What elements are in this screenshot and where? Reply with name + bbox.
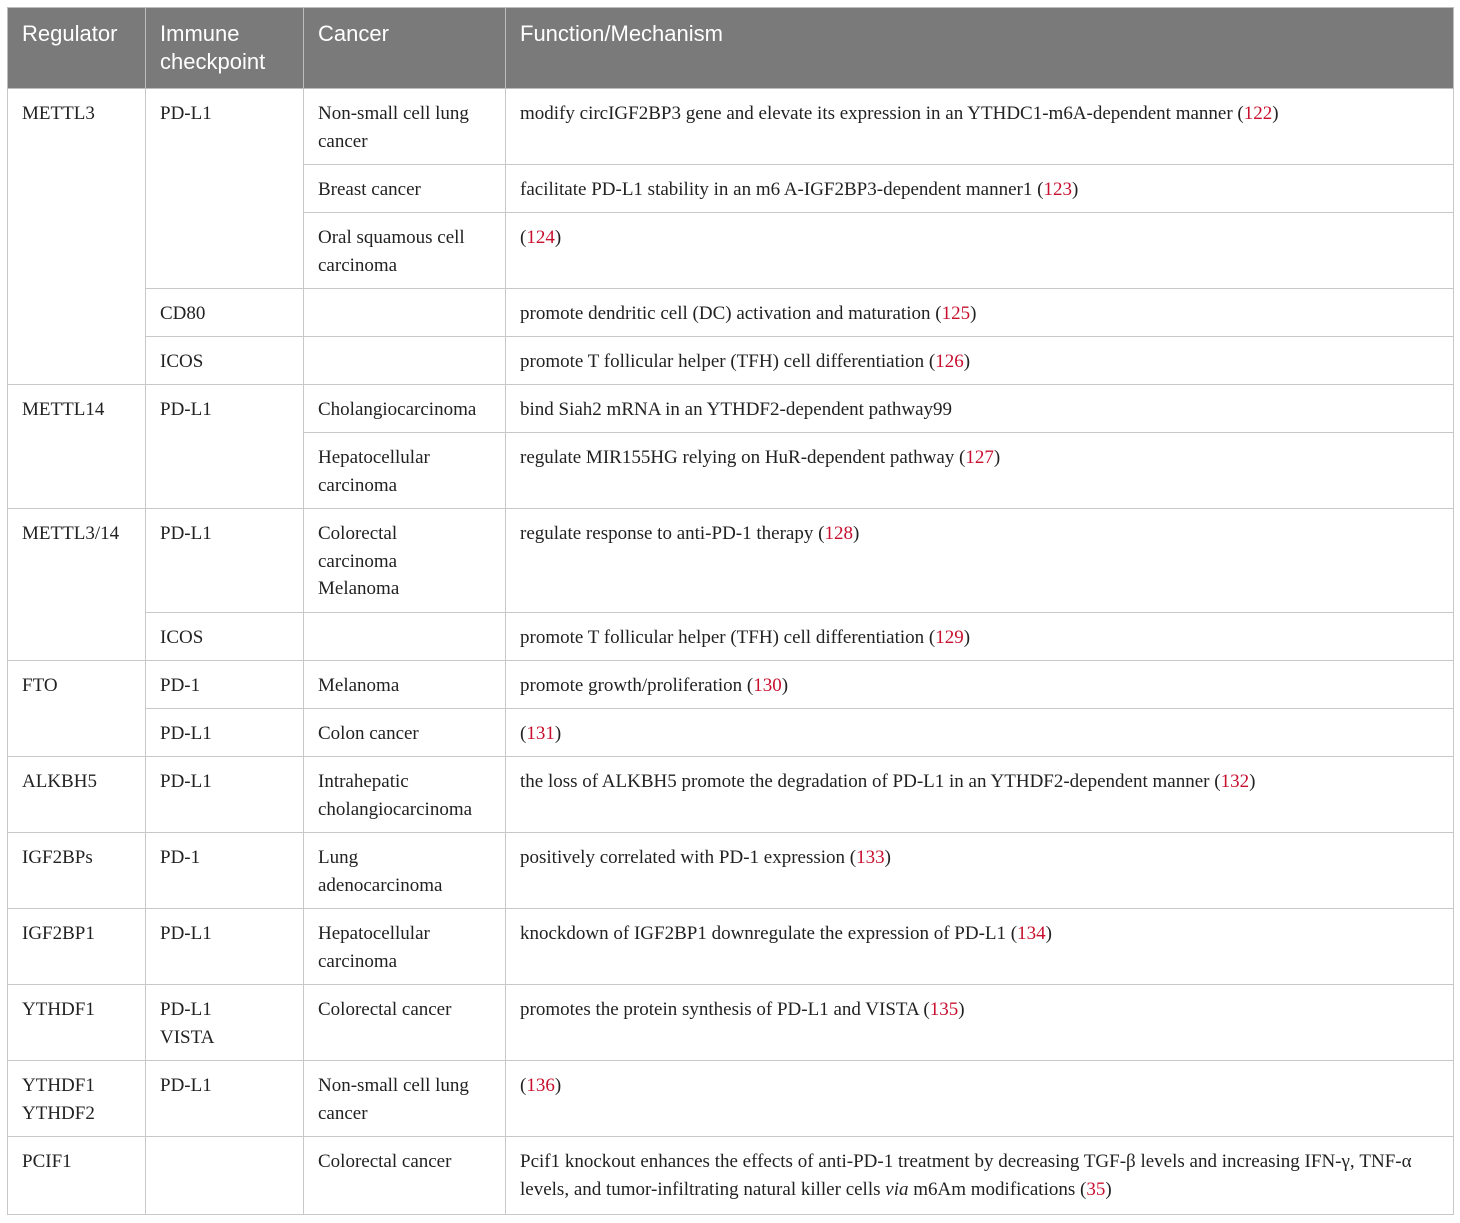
citation-link[interactable]: 136 [526, 1075, 555, 1096]
function-cell: facilitate PD-L1 stability in an m6 A-IGF2BP3-dependent manner1 (123) [506, 165, 1454, 213]
table-row [8, 289, 1454, 337]
checkpoint-cell: CD80 [146, 289, 304, 337]
table-row [8, 89, 1454, 165]
cancer-cell: Melanoma [304, 661, 506, 709]
function-cell: regulate response to anti-PD-1 therapy (128) [506, 509, 1454, 613]
function-cell: bind Siah2 mRNA in an YTHDF2-dependent pathway99 [506, 385, 1454, 433]
checkpoint-cell: PD-L1 [146, 757, 304, 833]
function-cell: promote dendritic cell (DC) activation and maturation (125) [506, 289, 1454, 337]
cancer-cell [304, 337, 506, 385]
cancer-cell: Non-small cell lung cancer [304, 89, 506, 165]
checkpoint-cell: PD-1 [146, 833, 304, 909]
cancer-cell: Hepatocellular carcinoma [304, 909, 506, 985]
cancer-cell: Oral squamous cell carcinoma [304, 213, 506, 289]
header-row [8, 8, 1454, 89]
header-function-mechanism: Function/Mechanism [506, 8, 1454, 89]
regulator-cell: METTL14 [8, 385, 146, 509]
citation-link[interactable]: 123 [1043, 179, 1072, 200]
citation-link[interactable]: 122 [1243, 103, 1273, 124]
regulator-cell: YTHDF1 YTHDF2 [8, 1061, 146, 1137]
regulator-table [7, 7, 1454, 1215]
function-cell: (136) [506, 1061, 1454, 1137]
cancer-cell: Lung adenocarcinoma [304, 833, 506, 909]
regulator-cell: IGF2BPs [8, 833, 146, 909]
table-row [8, 709, 1454, 757]
checkpoint-cell: PD-L1 [146, 909, 304, 985]
function-cell: promote T follicular helper (TFH) cell differentiation (129) [506, 613, 1454, 661]
function-cell: modify circIGF2BP3 gene and elevate its expression in an YTHDC1-m6A-dependent manner (122) [506, 89, 1454, 165]
checkpoint-cell: ICOS [146, 613, 304, 661]
regulator-cell: PCIF1 [8, 1137, 146, 1215]
citation-link[interactable]: 131 [526, 723, 555, 744]
table-row [8, 337, 1454, 385]
cancer-cell: Non-small cell lung cancer [304, 1061, 506, 1137]
header-cancer: Cancer [304, 8, 506, 89]
table-row [8, 661, 1454, 709]
function-cell: positively correlated with PD-1 expression (133) [506, 833, 1454, 909]
citation-link[interactable]: 35 [1086, 1178, 1106, 1200]
citation-link[interactable]: 135 [929, 999, 959, 1020]
function-cell: (124) [506, 213, 1454, 289]
checkpoint-cell [146, 1137, 304, 1215]
function-cell: promote growth/proliferation (130) [506, 661, 1454, 709]
table-row [8, 757, 1454, 833]
table-row [8, 909, 1454, 985]
header-immune-checkpoint: Immune checkpoint [146, 8, 304, 89]
citation-link[interactable]: 134 [1017, 923, 1046, 944]
table-row [8, 985, 1454, 1061]
function-cell: regulate MIR155HG relying on HuR-dependent pathway (127) [506, 433, 1454, 509]
table-row [8, 1137, 1454, 1215]
function-cell: promotes the protein synthesis of PD-L1 and VISTA (135) [506, 985, 1454, 1061]
cancer-cell: Cholangiocarcinoma [304, 385, 506, 433]
regulator-cell: YTHDF1 [8, 985, 146, 1061]
cancer-cell: Colon cancer [304, 709, 506, 757]
citation-link[interactable]: 130 [753, 675, 782, 696]
cancer-cell: Colorectal cancer [304, 985, 506, 1061]
regulator-cell: FTO [8, 661, 146, 757]
citation-link[interactable]: 128 [824, 523, 853, 544]
cancer-cell [304, 613, 506, 661]
regulator-cell: METTL3 [8, 89, 146, 385]
function-cell: the loss of ALKBH5 promote the degradation of PD-L1 in an YTHDF2-dependent manner (132) [506, 757, 1454, 833]
citation-link[interactable]: 124 [526, 227, 555, 248]
function-cell: knockdown of IGF2BP1 downregulate the expression of PD-L1 (134) [506, 909, 1454, 985]
citation-link[interactable]: 127 [965, 447, 994, 468]
citation-link[interactable]: 126 [935, 351, 964, 372]
cancer-cell: Intrahepatic cholangiocarcinoma [304, 757, 506, 833]
table-row [8, 385, 1454, 433]
checkpoint-cell: PD-L1 [146, 89, 304, 289]
table-row [8, 509, 1454, 613]
function-cell: Pcif1 knockout enhances the effects of anti-PD-1 treatment by decreasing TGF-β levels and increasing IFN-γ, TNF-α levels, and tumor-infiltrating natural killer cells via m6Am modifications (35) [506, 1137, 1454, 1215]
header-regulator: Regulator [8, 8, 146, 89]
checkpoint-cell: PD-1 [146, 661, 304, 709]
cancer-cell: Breast cancer [304, 165, 506, 213]
citation-link[interactable]: 133 [856, 847, 885, 868]
table-row [8, 613, 1454, 661]
checkpoint-cell: PD-L1 [146, 1061, 304, 1137]
citation-link[interactable]: 125 [941, 303, 971, 324]
cancer-cell [304, 289, 506, 337]
regulator-cell: ALKBH5 [8, 757, 146, 833]
regulator-cell: METTL3/14 [8, 509, 146, 661]
cancer-cell: Hepatocellular carcinoma [304, 433, 506, 509]
table-row [8, 1061, 1454, 1137]
citation-link[interactable]: 129 [935, 627, 964, 648]
checkpoint-cell: PD-L1 [146, 709, 304, 757]
cancer-cell: Colorectal carcinoma Melanoma [304, 509, 506, 613]
function-cell: (131) [506, 709, 1454, 757]
citation-link[interactable]: 132 [1220, 771, 1250, 792]
checkpoint-cell: PD-L1 [146, 509, 304, 613]
function-cell: promote T follicular helper (TFH) cell differentiation (126) [506, 337, 1454, 385]
checkpoint-cell: PD-L1 [146, 385, 304, 509]
table-row [8, 833, 1454, 909]
cancer-cell: Colorectal cancer [304, 1137, 506, 1215]
checkpoint-cell: PD-L1 VISTA [146, 985, 304, 1061]
regulator-cell: IGF2BP1 [8, 909, 146, 985]
checkpoint-cell: ICOS [146, 337, 304, 385]
